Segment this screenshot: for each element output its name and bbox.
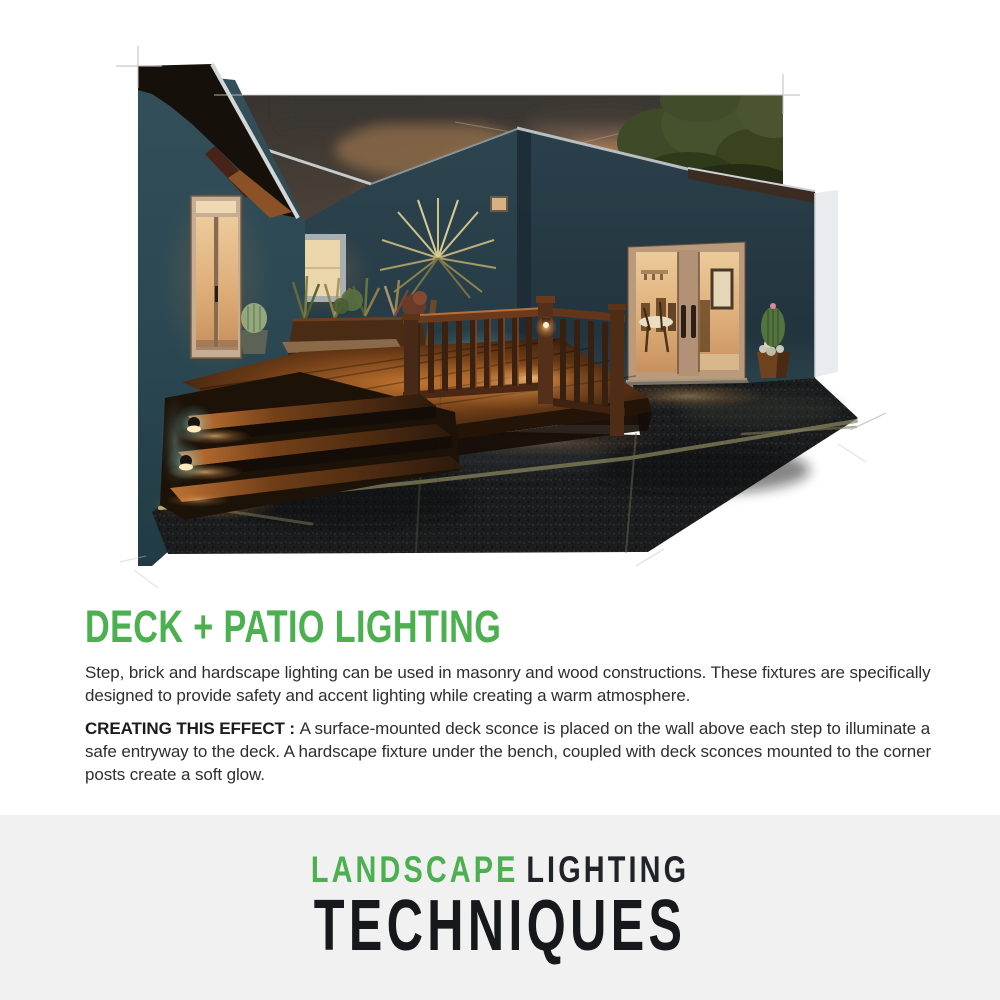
intro-paragraph: Step, brick and hardscape lighting can be used in masonry and wood constructions. These fixtures are specifically designed to provide safety and accent lighting while creating a warm atmosphere.: [85, 663, 931, 705]
post-sconce-light: [535, 316, 557, 338]
entry-door-handle: [215, 286, 218, 302]
effect-paragraph: [85, 717, 937, 786]
effect-label: CREATING THIS EFFECT :: [85, 719, 300, 738]
brand-word-landscape: LANDSCAPE: [310, 849, 519, 890]
effect-text: A surface-mounted deck sconce is placed on the wall above each step to illuminate a safe entryway to the deck. A hardscape fixture under the bench, coupled with deck sconces mounted to the corner posts create a soft glow.: [85, 719, 932, 784]
door-handle: [691, 305, 696, 338]
gable-vent: [491, 197, 507, 211]
footer-banner: [0, 815, 1000, 1000]
entry-door: [191, 196, 241, 358]
brand-word-lighting: LIGHTING: [526, 849, 690, 890]
french-doors: [620, 242, 753, 392]
picture-frame: [712, 270, 732, 308]
door-handle: [681, 305, 686, 338]
section-title: DECK + PATIO LIGHTING: [85, 601, 502, 652]
description-section: [85, 601, 937, 786]
brand-word-techniques: TECHNIQUES: [313, 886, 687, 966]
brand-line-one: [110, 851, 890, 889]
frame-popout-panel: [815, 190, 838, 377]
